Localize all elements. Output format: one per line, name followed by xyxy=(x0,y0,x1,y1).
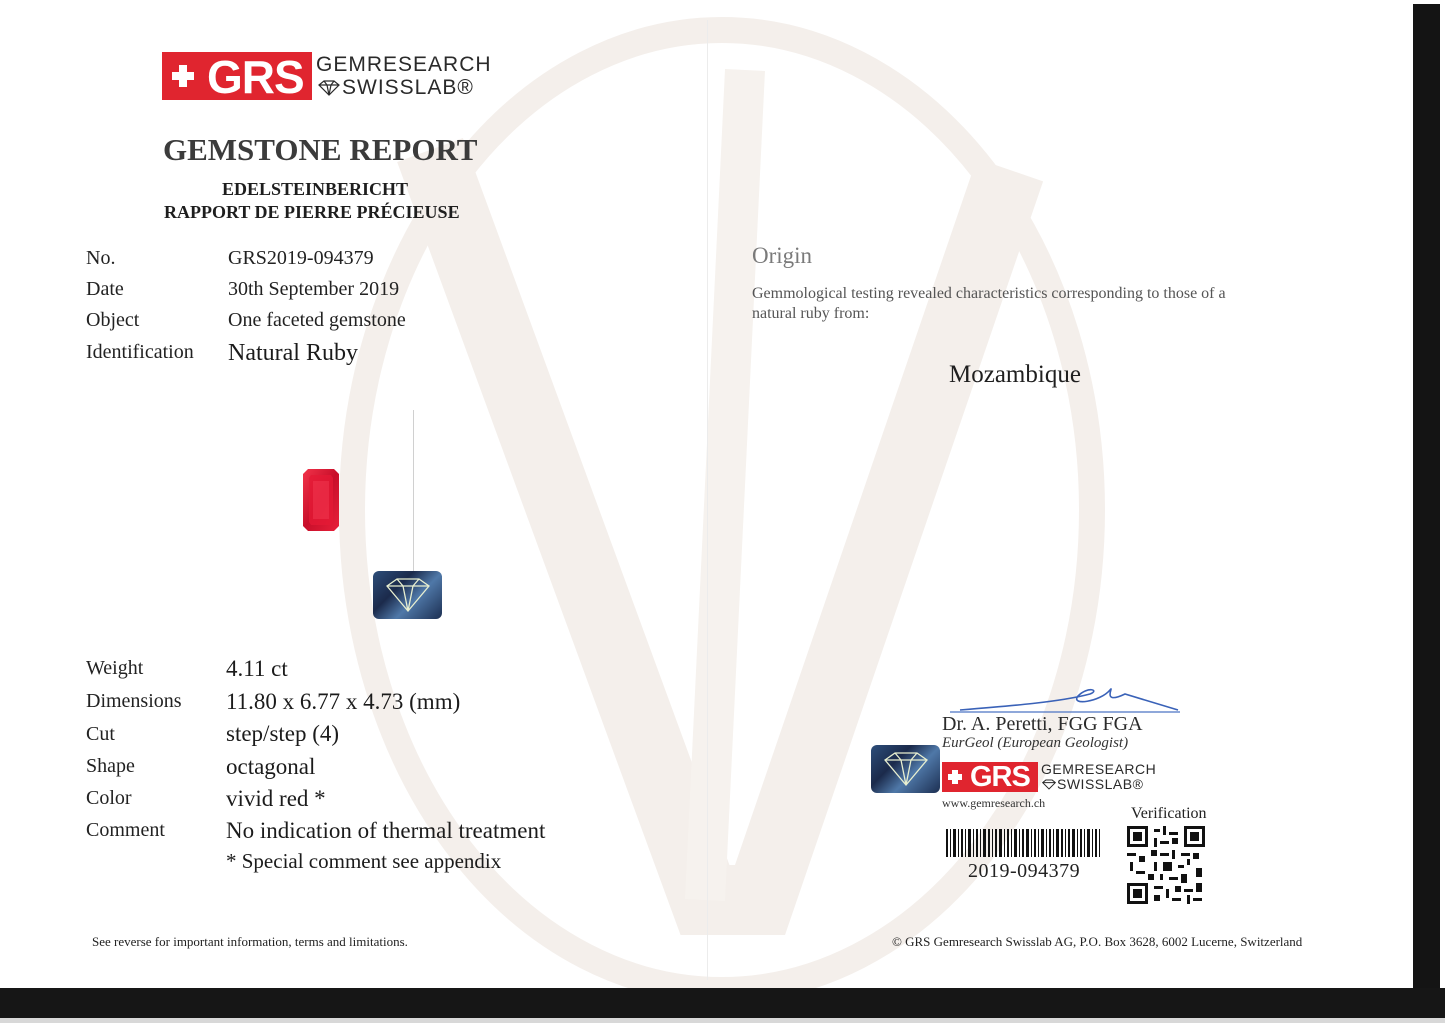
logo-small-line2: SWISSLAB® xyxy=(1057,776,1144,792)
signatory-name: Dr. A. Peretti, FGG FGA xyxy=(942,713,1143,735)
logo-name-line2: SWISSLAB® xyxy=(342,76,474,99)
scan-margin-right xyxy=(1440,0,1445,1023)
dimensions-label: Dimensions xyxy=(86,690,182,712)
barcode xyxy=(946,829,1100,857)
origin-country: Mozambique xyxy=(949,361,1081,388)
scan-margin-bottom xyxy=(0,1018,1445,1023)
object-label: Object xyxy=(86,309,140,331)
report-date: 30th September 2019 xyxy=(228,278,400,300)
identification-label: Identification xyxy=(86,341,194,363)
shape-label: Shape xyxy=(86,755,135,777)
weight-label: Weight xyxy=(86,657,144,679)
diamond-icon xyxy=(318,80,340,96)
weight-value: 4.11 ct xyxy=(226,656,288,681)
identification-value: Natural Ruby xyxy=(228,340,358,366)
dimensions-value: 11.80 x 6.77 x 4.73 (mm) xyxy=(226,689,461,714)
no-label: No. xyxy=(86,247,116,269)
origin-text: Gemmological testing revealed characteristics corresponding to those of a natural ruby from: xyxy=(752,285,1226,322)
shape-value: octagonal xyxy=(226,754,316,779)
hologram-seal-right xyxy=(871,745,940,793)
comment-label: Comment xyxy=(86,819,165,841)
diamond-hologram-icon xyxy=(373,571,442,619)
logo-small-line1: GEMRESEARCH xyxy=(1041,761,1157,777)
website: www.gemresearch.ch xyxy=(942,796,1046,810)
diamond-hologram-icon-right xyxy=(871,745,940,793)
special-comment: * Special comment see appendix xyxy=(226,849,502,873)
report-number: GRS2019-094379 xyxy=(228,247,374,269)
cut-label: Cut xyxy=(86,723,115,745)
verification-qr-code[interactable] xyxy=(1127,826,1205,904)
comment-value: No indication of thermal treatment xyxy=(226,818,546,843)
grs-logo-mark: GRS xyxy=(207,51,304,103)
date-label: Date xyxy=(86,278,124,300)
verification-label: Verification xyxy=(1131,805,1207,822)
logo-name-line1: GEMRESEARCH xyxy=(316,53,492,76)
color-value: vivid red * xyxy=(226,786,326,811)
diamond-icon-small xyxy=(1042,779,1056,790)
object-value: One faceted gemstone xyxy=(228,309,406,331)
ruby-photo xyxy=(303,469,339,531)
scan-edge-right xyxy=(1413,4,1440,989)
barcode-number: 2019-094379 xyxy=(968,860,1081,882)
photo-guide-line xyxy=(413,410,414,578)
footer-terms: See reverse for important information, terms and limitations. xyxy=(92,934,408,949)
hologram-seal xyxy=(373,571,442,619)
report-subtitle-de: EDELSTEINBERICHT xyxy=(222,179,409,199)
grs-logo-small xyxy=(942,762,1038,792)
report-subtitle-fr: RAPPORT DE PIERRE PRÉCIEUSE xyxy=(164,202,460,222)
footer-copyright: © GRS Gemresearch Swisslab AG, P.O. Box 3628, 6002 Lucerne, Switzerland xyxy=(892,934,1303,949)
color-label: Color xyxy=(86,787,132,809)
cut-value: step/step (4) xyxy=(226,721,340,746)
signature-image xyxy=(950,676,1180,716)
page-fold xyxy=(707,20,708,980)
origin-heading: Origin xyxy=(752,243,813,268)
report-title: GEMSTONE REPORT xyxy=(163,132,478,167)
grs-logo-small-mark: GRS xyxy=(970,761,1030,793)
grs-logo xyxy=(162,51,312,103)
signatory-title: EurGeol (European Geologist) xyxy=(942,735,1129,751)
